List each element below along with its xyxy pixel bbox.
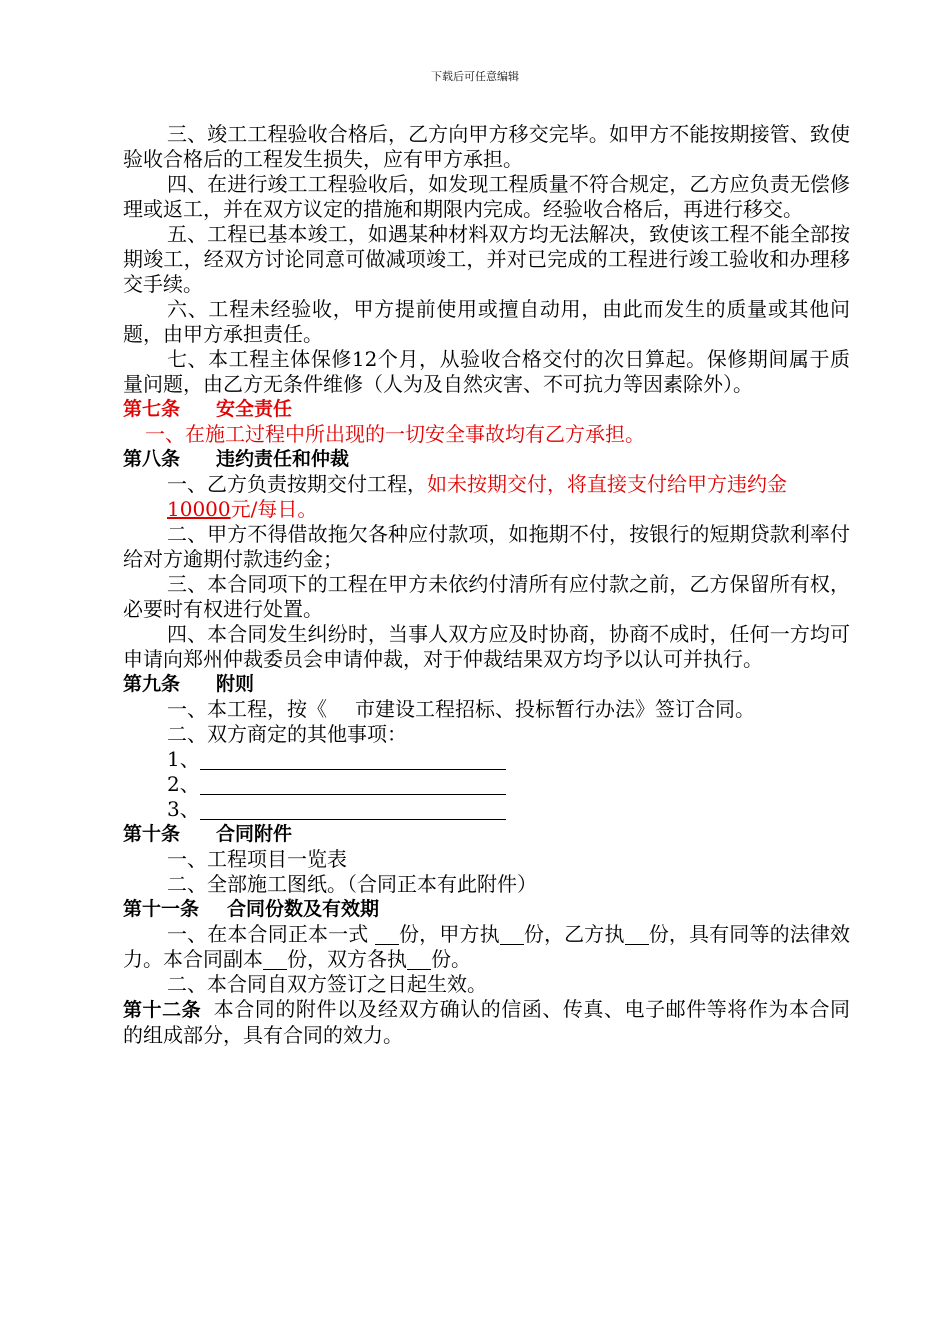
party-b-copies-blank[interactable] [625,926,649,945]
item-text: 份，双方各执 [287,947,407,971]
penalty-text: 如未按期交付，将直接支付给甲方违约金 [427,472,787,496]
article-number: 第九条 [123,673,181,695]
article-7-item-1: 一、在施工过程中所出现的一切安全事故均有乙方承担。 [145,422,645,446]
blank-fill-line[interactable] [200,751,506,770]
article-12-text: 本合同的附件以及经双方确认的信函、传真、电子邮件等将作为本合同的组成部分，具有合同的效力。 [123,997,850,1047]
article-10-heading [123,822,850,847]
article-9-item-2: 二、双方商定的其他事项： [167,722,407,746]
article-8-heading [123,447,850,472]
article-8-item-4: 四、本合同发生纠纷时，当事人双方应及时协商，协商不成时，任何一方均可申请向郑州仲裁委员会申请仲裁，对于仲裁结果双方均予以认可并执行。 [123,622,850,671]
article-9-heading [123,672,850,697]
blank-number: 1、 [167,747,200,771]
blank-fill-line[interactable] [200,776,506,795]
article-title: 附则 [216,673,255,695]
blank-line-3 [123,797,850,822]
item-text: 一、本工程，按《 [167,697,327,721]
blank-number: 2、 [167,772,200,796]
item-text: 份，甲方执 [398,922,500,946]
page-header: 下载后可任意编辑 [431,70,519,83]
blank-line-1 [123,747,850,772]
article-title: 合同份数及有效期 [227,898,380,920]
item-text: 一、在本合同正本一式 [167,922,369,946]
blank-number: 3、 [167,797,200,821]
article-number: 第八条 [123,448,181,470]
blank-line-2 [123,772,850,797]
article-number: 第十一条 [123,898,200,920]
clause-4: 四、在进行竣工工程验收后，如发现工程质量不符合规定，乙方应负责无偿修理或返工，并在双方议定的措施和期限内完成。经验收合格后，再进行移交。 [123,172,850,221]
copies-blank[interactable] [375,926,399,945]
article-10-item-1: 一、工程项目一览表 [167,847,347,871]
article-number: 第十条 [123,823,181,845]
penalty-unit: 元/每日。 [230,497,318,521]
article-title: 安全责任 [216,398,293,420]
article-11-heading [123,897,850,922]
document-body [123,122,850,1048]
party-a-copies-blank[interactable] [500,926,524,945]
item-text: 份，乙方执 [523,922,625,946]
article-number: 第七条 [123,398,181,420]
article-title: 合同附件 [216,823,293,845]
item-text: 份，具有同等的法律效力。本合同副本 [123,922,850,971]
item-text: 份。 [431,947,471,971]
article-title: 违约责任和仲裁 [216,448,350,470]
article-10-item-2: 二、全部施工图纸。（合同正本有此附件） [167,872,537,896]
article-9-item-1 [123,697,850,722]
clause-6: 六、工程未经验收，甲方提前使用或擅自动用，由此而发生的质量或其他问题，由甲方承担责任。 [123,297,850,346]
article-8-item-1 [123,472,850,497]
article-12 [123,997,850,1048]
article-8-item-2: 二、甲方不得借故拖欠各种应付款项，如拖期不付，按银行的短期贷款利率付给对方逾期付款违约金； [123,522,850,571]
article-8-item-3: 三、本合同项下的工程在甲方未依约付清所有应付款之前，乙方保留所有权，必要时有权进行处置。 [123,572,850,621]
clause-7: 七、本工程主体保修12个月，从验收合格交付的次日算起。保修期间属于质量问题，由乙方无条件维修（人为及自然灾害、不可抗力等因素除外）。 [123,347,850,396]
item-text: 一、乙方负责按期交付工程， [167,472,427,496]
article-11-item-2: 二、本合同自双方签订之日起生效。 [167,972,487,996]
duplicate-copies-blank[interactable] [263,951,287,970]
item-text: 市建设工程招标、投标暂行办法》签订合同。 [355,697,755,721]
penalty-amount: 10000 [167,497,231,521]
clause-3: 三、竣工工程验收合格后，乙方向甲方移交完毕。如甲方不能按期接管、致使验收合格后的工程发生损失，应有甲方承担。 [123,122,850,171]
article-11-item-1 [123,922,850,972]
each-party-copies-blank[interactable] [407,951,431,970]
article-7-heading [123,397,850,422]
clause-5: 五、工程已基本竣工，如遇某种材料双方均无法解决，致使该工程不能全部按期竣工，经双方讨论同意可做减项竣工，并对已完成的工程进行竣工验收和办理移交手续。 [123,222,850,296]
article-8-penalty-amount [123,497,850,522]
blank-fill-line[interactable] [200,801,506,820]
article-number: 第十二条 [123,999,202,1021]
